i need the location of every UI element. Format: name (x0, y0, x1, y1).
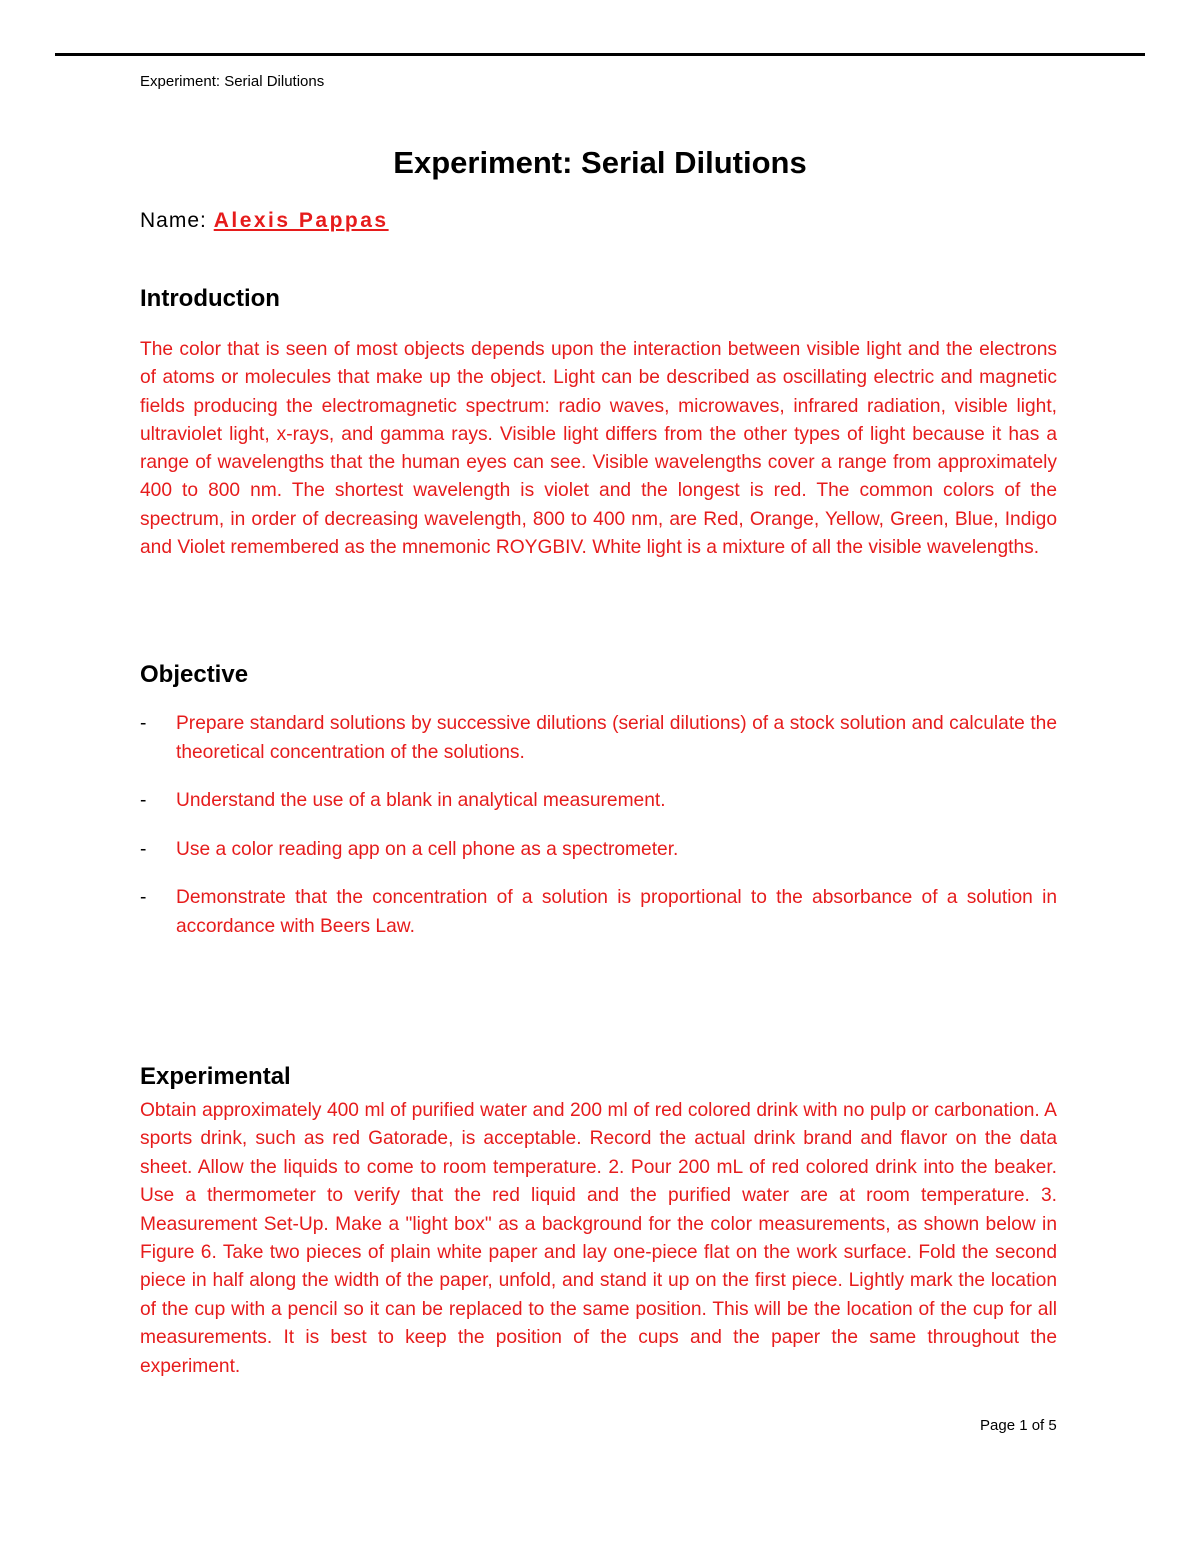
objective-item (140, 884, 1057, 941)
bullet-dash: - (140, 838, 147, 860)
experimental-body: Obtain approximately 400 ml of purified water and 200 ml of red colored drink with no pulp or carbonation. A sports drink, such as red Gatorade, is acceptable. Record the actual drink brand and flavor on the data sheet. Allow the liquids to come to room temperature. 2. Pour 200 mL of red colored drink into the beaker. Use a thermometer to verify that the red liquid and the purified water are at room temperature. 3. Measurement Set-Up. Make a "light box" as a background for the color measurements, as shown below in Figure 6. Take two pieces of plain white paper and lay one-piece flat on the work surface. Fold the second piece in half along the width of the paper, unfold, and stand it up on the first piece. Lightly mark the location of the cup with a pencil so it can be replaced to the same position. This will be the location of the cup for all measurements. It is best to keep the position of the cups and the paper the same throughout the experiment. (140, 1100, 1057, 1377)
objective-text: Use a color reading app on a cell phone as a spectrometer. (176, 838, 679, 860)
running-header: Experiment: Serial Dilutions (140, 73, 325, 90)
bullet-dash: - (140, 790, 147, 811)
introduction-body: The color that is seen of most objects depends upon the interaction between visible light and the electrons of atoms or molecules that make up the object. Light can be described as oscillating electric and magnetic fields producing the electromagnetic spectrum: radio waves, microwaves, infrared radiation, visible light, ultraviolet light, x-rays, and gamma rays. Visible light differs from the other types of light because it has a range of wavelengths that the human eyes can see. Visible wavelengths cover a range from approximately 400 to 800 nm. The shortest wavelength is violet and the longest is red. The common colors of the spectrum, in order of decreasing wavelength, 800 to 400 nm, are Red, Orange, Yellow, Green, Blue, Indigo and Violet remembered as the mnemonic ROYGBIV. White light is a mixture of all the visible wavelengths. (140, 339, 1057, 559)
bullet-dash: - (140, 713, 147, 734)
objective-text: Prepare standard solutions by successive dilutions (serial dilutions) of a stock solution and calculate the theoretical concentration of the solutions. (176, 713, 1057, 763)
name-label: Name: (140, 209, 207, 232)
page-title: Experiment: Serial Dilutions (393, 145, 807, 180)
name-value: Alexis Pappas (213, 209, 389, 232)
name-line (140, 209, 389, 233)
experimental-heading: Experimental (140, 1063, 291, 1090)
page-number: Page 1 of 5 (980, 1417, 1057, 1434)
objective-item (140, 787, 1057, 816)
introduction-heading: Introduction (140, 285, 280, 312)
bullet-dash: - (140, 887, 147, 908)
objective-item (140, 836, 1057, 865)
objective-item (140, 710, 1057, 767)
objective-text: Understand the use of a blank in analytical measurement. (176, 790, 666, 811)
objective-heading: Objective (140, 661, 249, 688)
objective-list (140, 710, 1057, 941)
header-rule (55, 53, 1145, 56)
objective-text: Demonstrate that the concentration of a solution is proportional to the absorbance of a solution in accordance with Beers Law. (176, 887, 1057, 937)
